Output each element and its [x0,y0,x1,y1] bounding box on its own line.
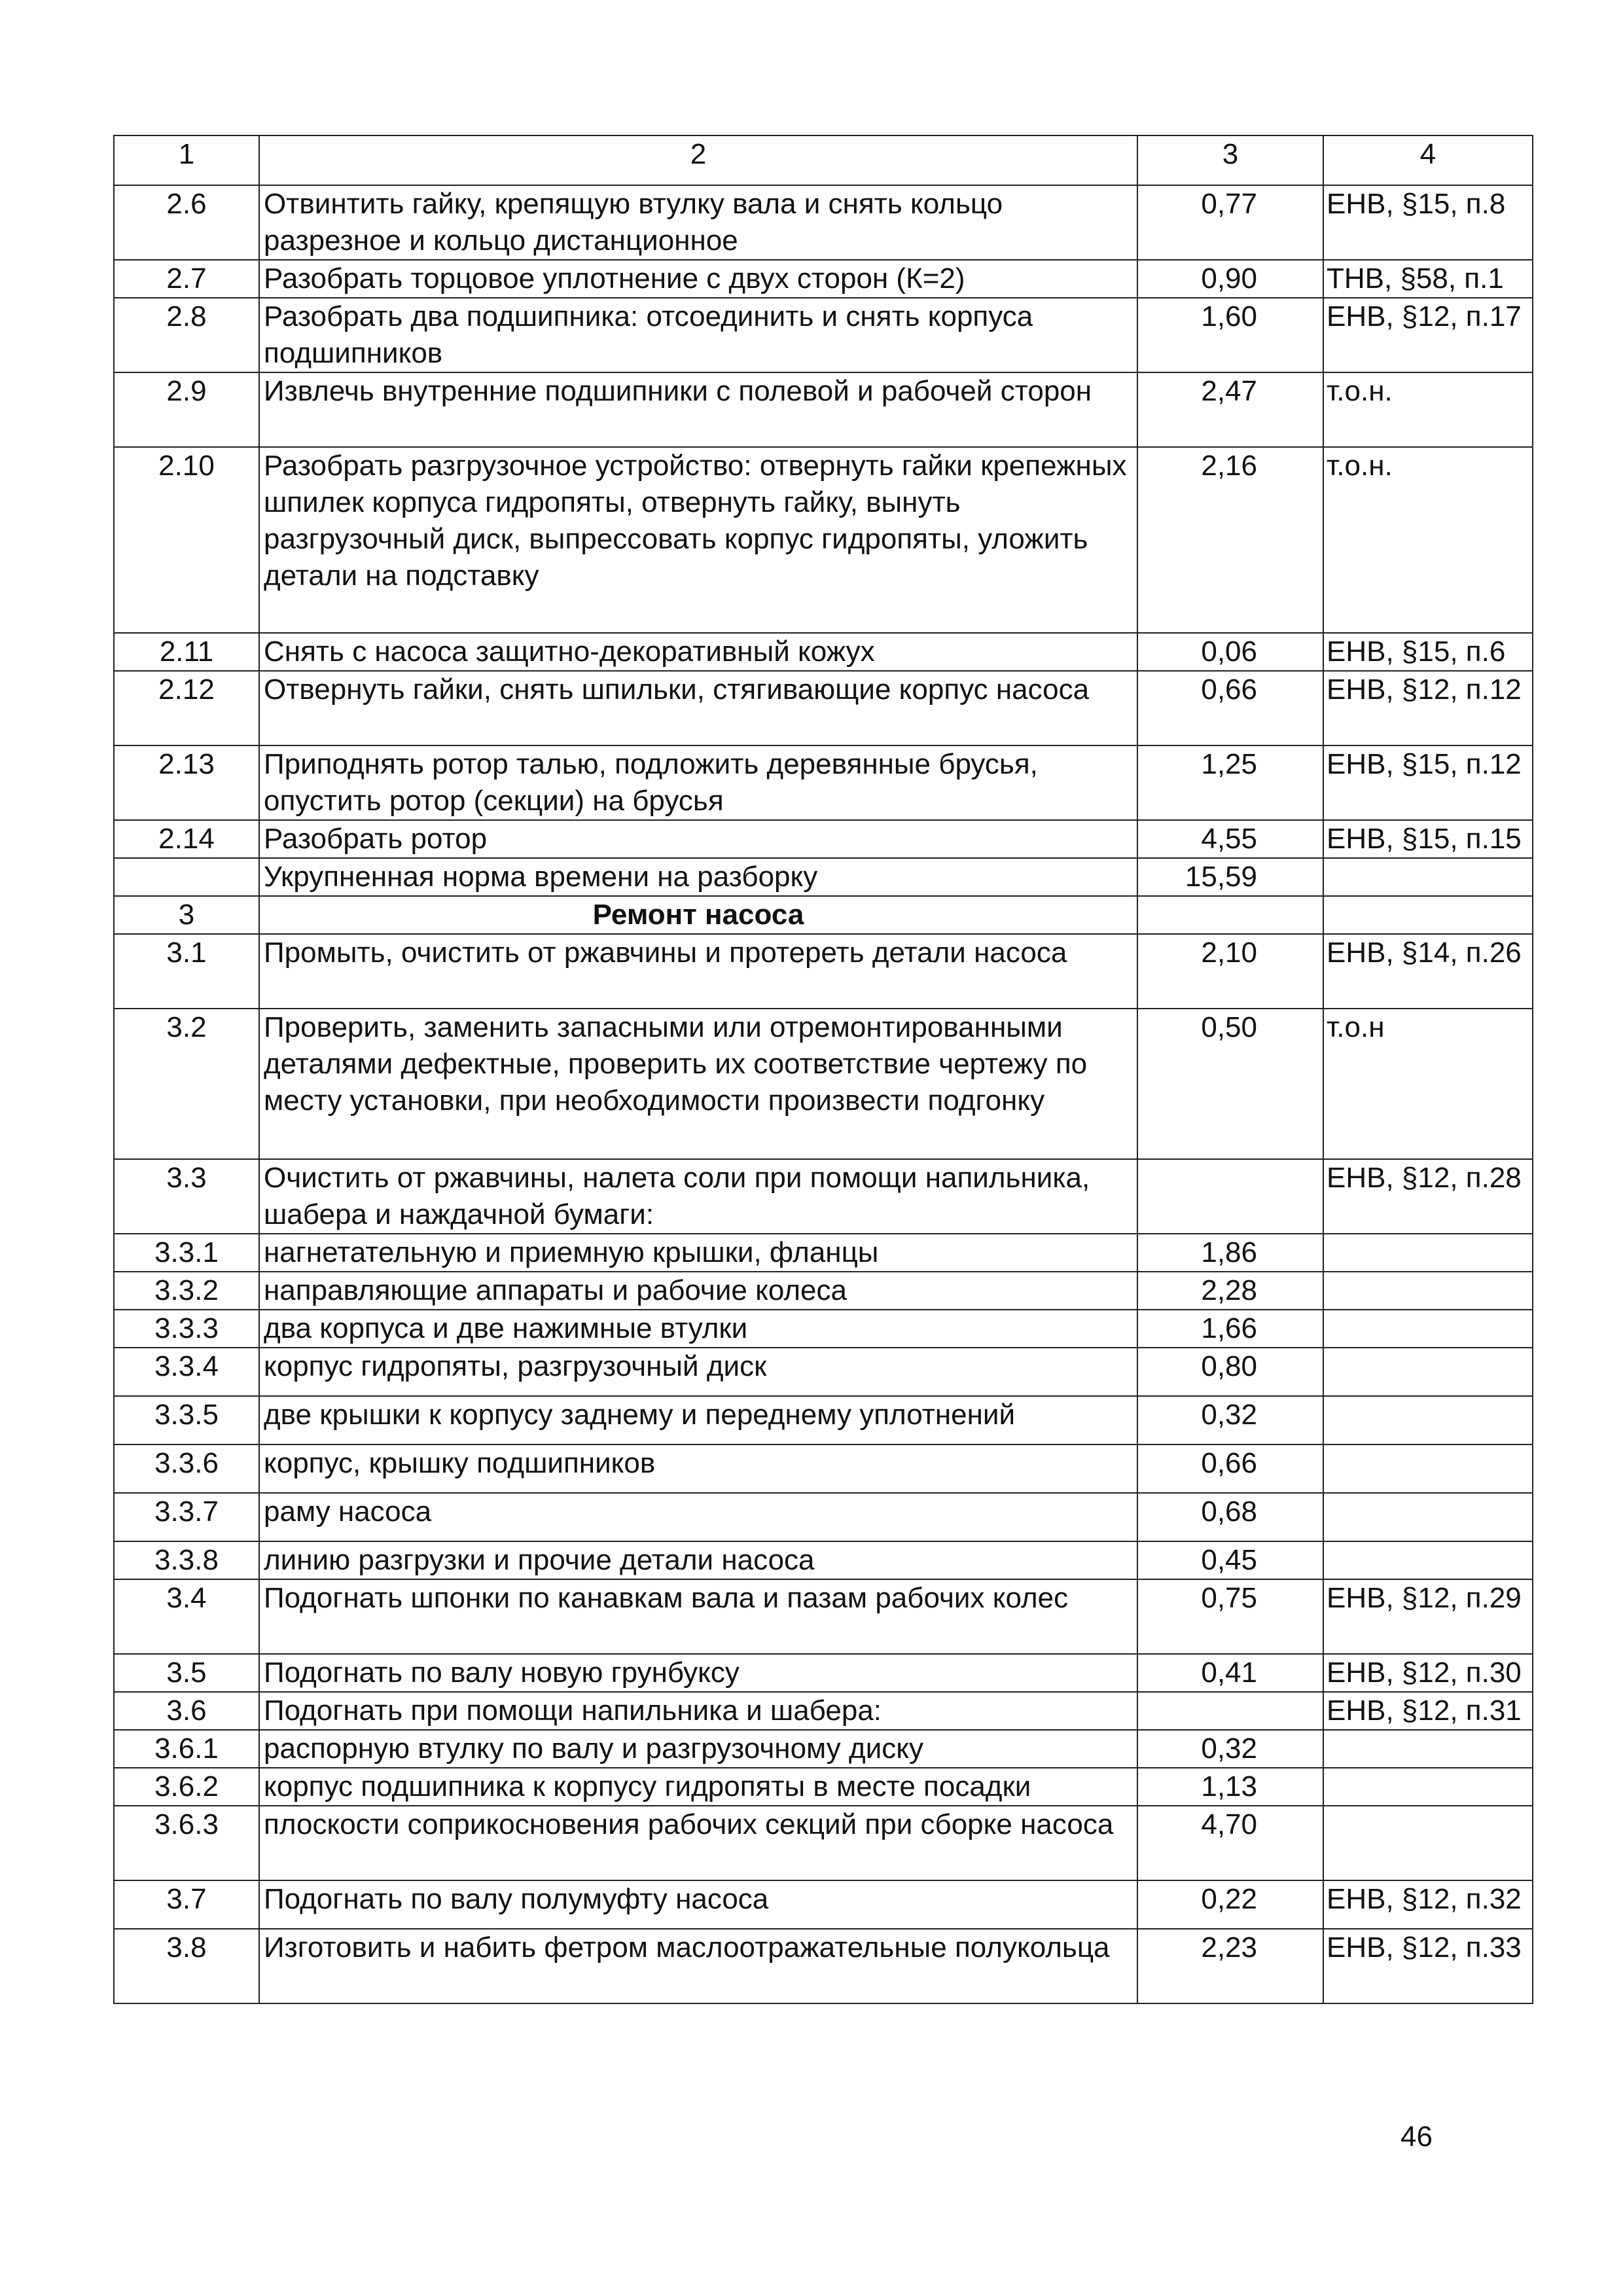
reference-cell [1323,1541,1533,1579]
table-row [114,447,1533,633]
page-number: 46 [1400,2121,1433,2153]
operation-cell: корпус подшипника к корпусу гидропяты в месте посадки [259,1768,1137,1806]
operation-cell: Извлечь внутренние подшипники с полевой и рабочей сторон [259,372,1137,447]
table-row [114,1310,1533,1348]
row-number-cell: 3.3.1 [114,1234,259,1272]
table-row [114,298,1533,372]
reference-cell [1323,1806,1533,1880]
time-norm-cell: 0,45 [1137,1541,1323,1579]
reference-cell: т.о.н. [1323,447,1533,633]
row-number-cell: 3.6.2 [114,1768,259,1806]
reference-cell [1323,896,1533,934]
reference-cell [1323,1444,1533,1493]
reference-cell [1323,1272,1533,1310]
time-norm-cell: 0,68 [1137,1493,1323,1541]
reference-cell [1323,1396,1533,1444]
row-number-cell: 2.10 [114,447,259,633]
time-norm-cell: 2,23 [1137,1929,1323,2003]
table-row [114,1159,1533,1234]
row-number-cell: 3.8 [114,1929,259,2003]
operation-cell: корпус, крышку подшипников [259,1444,1137,1493]
row-number-cell: 2.13 [114,745,259,820]
table-row [114,260,1533,298]
operation-cell: Промыть, очистить от ржавчины и протереть детали насоса [259,934,1137,1009]
reference-cell: ЕНВ, §12, п.28 [1323,1159,1533,1234]
operation-cell: Очистить от ржавчины, налета соли при помощи напильника, шабера и наждачной бумаги: [259,1159,1137,1234]
operation-cell: Изготовить и набить фетром маслоотражательные полукольца [259,1929,1137,2003]
row-number-cell: 3.6.3 [114,1806,259,1880]
row-number-cell [114,858,259,896]
row-number-cell: 3.3.6 [114,1444,259,1493]
reference-cell: ЕНВ, §15, п.8 [1323,185,1533,260]
operation-cell: Отвернуть гайки, снять шпильки, стягивающие корпус насоса [259,671,1137,745]
time-norm-cell: 2,47 [1137,372,1323,447]
time-norm-cell: 0,80 [1137,1348,1323,1396]
reference-cell: ЕНВ, §12, п.33 [1323,1929,1533,2003]
table-row [114,185,1533,260]
operation-cell: две крышки к корпусу заднему и переднему уплотнений [259,1396,1137,1444]
row-number-cell: 3.3.2 [114,1272,259,1310]
operation-cell: два корпуса и две нажимные втулки [259,1310,1137,1348]
reference-cell [1323,1730,1533,1768]
time-norm-cell: 15,59 [1137,858,1323,896]
time-norm-cell: 0,32 [1137,1730,1323,1768]
table-row [114,1929,1533,2003]
row-number-cell: 3.3 [114,1159,259,1234]
time-norm-cell: 4,55 [1137,820,1323,858]
operation-cell: Подогнать шпонки по канавкам вала и пазам рабочих колес [259,1579,1137,1654]
table-row [114,1654,1533,1692]
row-number-cell: 2.8 [114,298,259,372]
operation-cell: Разобрать торцовое уплотнение с двух сторон (К=2) [259,260,1137,298]
operation-cell: раму насоса [259,1493,1137,1541]
time-norm-cell: 0,06 [1137,633,1323,671]
operation-cell: линию разгрузки и прочие детали насоса [259,1541,1137,1579]
table-row [114,1234,1533,1272]
row-number-cell: 3.7 [114,1880,259,1929]
row-number-cell: 3.5 [114,1654,259,1692]
row-number-cell: 3.3.5 [114,1396,259,1444]
time-norm-cell: 0,50 [1137,1009,1323,1159]
time-norm-cell: 0,75 [1137,1579,1323,1654]
time-norm-cell: 0,90 [1137,260,1323,298]
table-body [114,135,1533,2003]
time-norm-cell [1137,896,1323,934]
time-norm-cell: 2,10 [1137,934,1323,1009]
operation-cell: Разобрать ротор [259,820,1137,858]
table-row [114,1768,1533,1806]
time-norm-cell: 1,13 [1137,1768,1323,1806]
time-norm-cell: 1,66 [1137,1310,1323,1348]
reference-cell: ЕНВ, §12, п.17 [1323,298,1533,372]
row-number-cell: 3.3.7 [114,1493,259,1541]
operation-cell: Отвинтить гайку, крепящую втулку вала и снять кольцо разрезное и кольцо дистанционное [259,185,1137,260]
row-number-cell: 3.3.3 [114,1310,259,1348]
time-norm-cell: 2,16 [1137,447,1323,633]
reference-cell [1323,858,1533,896]
row-number-cell: 3.3.4 [114,1348,259,1396]
table-row [114,1272,1533,1310]
row-number-cell: 3.3.8 [114,1541,259,1579]
table-row [114,1692,1533,1730]
table-row [114,633,1533,671]
work-norms-table [113,135,1533,2004]
reference-cell [1323,1348,1533,1396]
time-norm-cell: 0,22 [1137,1880,1323,1929]
row-number-cell: 2.14 [114,820,259,858]
header-row [114,135,1533,185]
row-number-cell: 3.6.1 [114,1730,259,1768]
time-norm-cell: 0,32 [1137,1396,1323,1444]
table-row [114,1541,1533,1579]
table-row [114,1579,1533,1654]
time-norm-cell: 0,77 [1137,185,1323,260]
operation-cell: Разобрать два подшипника: отсоединить и снять корпуса подшипников [259,298,1137,372]
header-cell: 2 [259,135,1137,185]
operation-cell: Приподнять ротор талью, подложить деревянные брусья, опустить ротор (секции) на брусья [259,745,1137,820]
section-title-cell: Ремонт насоса [259,896,1137,934]
operation-cell: Подогнать по валу новую грунбуксу [259,1654,1137,1692]
table-row [114,858,1533,896]
row-number-cell: 3 [114,896,259,934]
table-row [114,1444,1533,1493]
table-row [114,820,1533,858]
table-row [114,1396,1533,1444]
table-row [114,671,1533,745]
table-row [114,1806,1533,1880]
time-norm-cell: 1,25 [1137,745,1323,820]
operation-cell: нагнетательную и приемную крышки, фланцы [259,1234,1137,1272]
reference-cell: ЕНВ, §12, п.31 [1323,1692,1533,1730]
table-row [114,1880,1533,1929]
operation-cell: направляющие аппараты и рабочие колеса [259,1272,1137,1310]
time-norm-cell: 1,60 [1137,298,1323,372]
reference-cell: ЕНВ, §12, п.29 [1323,1579,1533,1654]
reference-cell: ЕНВ, §12, п.30 [1323,1654,1533,1692]
operation-cell: корпус гидропяты, разгрузочный диск [259,1348,1137,1396]
row-number-cell: 3.2 [114,1009,259,1159]
reference-cell [1323,1310,1533,1348]
reference-cell: т.о.н. [1323,372,1533,447]
table-row [114,745,1533,820]
table-row [114,1730,1533,1768]
row-number-cell: 3.1 [114,934,259,1009]
operation-cell: Укрупненная норма времени на разборку [259,858,1137,896]
reference-cell [1323,1234,1533,1272]
operation-cell: распорную втулку по валу и разгрузочному диску [259,1730,1137,1768]
operation-cell: Проверить, заменить запасными или отремонтированными деталями дефектные, проверить их соответствие чертежу по месту установки, при необходимости произвести подгонку [259,1009,1137,1159]
header-cell: 1 [114,135,259,185]
reference-cell: ЕНВ, §12, п.12 [1323,671,1533,745]
reference-cell: ЕНВ, §15, п.6 [1323,633,1533,671]
time-norm-cell: 1,86 [1137,1234,1323,1272]
time-norm-cell: 2,28 [1137,1272,1323,1310]
time-norm-cell: 0,41 [1137,1654,1323,1692]
table-row [114,934,1533,1009]
table-row [114,896,1533,934]
table-row [114,1009,1533,1159]
table-row [114,372,1533,447]
row-number-cell: 3.6 [114,1692,259,1730]
row-number-cell: 2.12 [114,671,259,745]
time-norm-cell: 0,66 [1137,671,1323,745]
time-norm-cell [1137,1692,1323,1730]
time-norm-cell [1137,1159,1323,1234]
reference-cell: т.о.н [1323,1009,1533,1159]
time-norm-cell: 0,66 [1137,1444,1323,1493]
time-norm-cell: 4,70 [1137,1806,1323,1880]
reference-cell [1323,1768,1533,1806]
operation-cell: Подогнать при помощи напильника и шабера: [259,1692,1137,1730]
table-row [114,1493,1533,1541]
row-number-cell: 2.11 [114,633,259,671]
row-number-cell: 2.6 [114,185,259,260]
reference-cell [1323,1493,1533,1541]
header-cell: 3 [1137,135,1323,185]
reference-cell: ЕНВ, §14, п.26 [1323,934,1533,1009]
reference-cell: ЕНВ, §15, п.12 [1323,745,1533,820]
row-number-cell: 2.7 [114,260,259,298]
table-row [114,1348,1533,1396]
reference-cell: ЕНВ, §12, п.32 [1323,1880,1533,1929]
operation-cell: Снять с насоса защитно-декоративный кожух [259,633,1137,671]
row-number-cell: 3.4 [114,1579,259,1654]
operation-cell: Разобрать разгрузочное устройство: отвернуть гайки крепежных шпилек корпуса гидропяты, отвернуть гайку, вынуть разгрузочный диск, выпрессовать корпус гидропяты, уложить детали на подставку [259,447,1137,633]
row-number-cell: 2.9 [114,372,259,447]
reference-cell: ЕНВ, §15, п.15 [1323,820,1533,858]
header-cell: 4 [1323,135,1533,185]
operation-cell: плоскости соприкосновения рабочих секций при сборке насоса [259,1806,1137,1880]
reference-cell: ТНВ, §58, п.1 [1323,260,1533,298]
operation-cell: Подогнать по валу полумуфту насоса [259,1880,1137,1929]
